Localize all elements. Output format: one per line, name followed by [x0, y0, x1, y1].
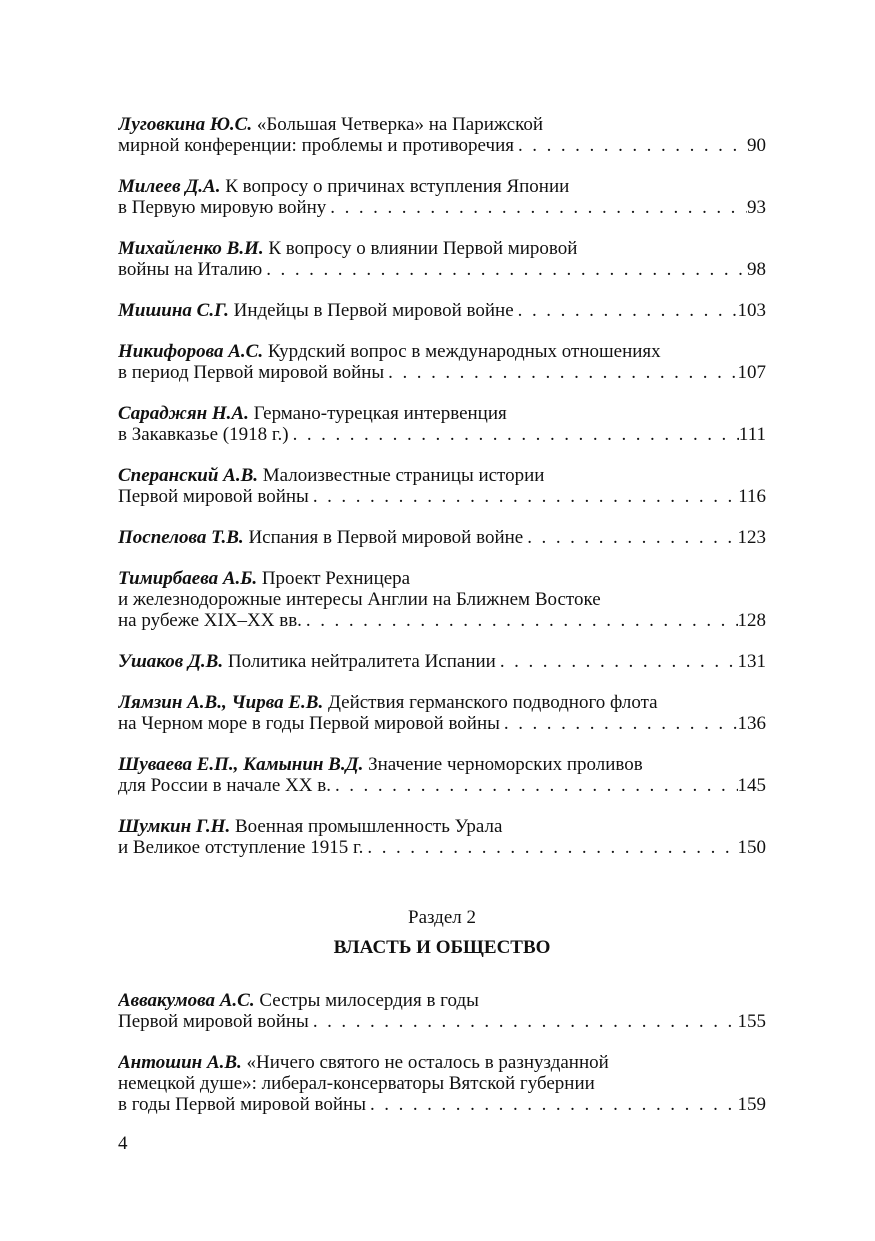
toc-entry-text — [118, 527, 523, 548]
toc-entry-last-line — [118, 362, 766, 383]
toc-entry-title: «Ничего святого не осталось в разнузданной — [246, 1052, 609, 1073]
toc-entry-page-number: 111 — [738, 424, 766, 445]
toc-entry-title: «Большая Четверка» на Парижской — [256, 114, 544, 135]
toc-entry-page-number: 93 — [747, 197, 766, 218]
toc-entry-title: Сестры милосердия в годы — [259, 990, 479, 1011]
toc-entry — [118, 527, 766, 548]
toc-entry — [118, 816, 766, 858]
toc-entry-line — [118, 341, 766, 362]
toc-entry-page-number: 150 — [737, 837, 766, 858]
toc-entry-last-line — [118, 527, 766, 548]
dot-leader — [384, 362, 737, 383]
toc-entry-title-end: войны на Италию — [118, 259, 263, 280]
toc-entry-page-number: 128 — [737, 610, 766, 631]
toc-entry — [118, 990, 766, 1032]
toc-entry-last-line — [118, 486, 766, 507]
toc-entry-author: Михайленко В.И. — [118, 238, 264, 259]
section-title: ВЛАСТЬ И ОБЩЕСТВО — [333, 937, 551, 958]
toc-entry — [118, 403, 766, 445]
toc-entry-author: Тимирбаева А.Б. — [118, 568, 258, 589]
toc-entry-author: Шуваева Е.П., Камынин В.Д. — [118, 754, 364, 775]
toc-entry-author: Сперанский А.В. — [118, 465, 259, 486]
toc-entry-title: Значение черноморских проливов — [368, 754, 643, 775]
toc-entry-line — [118, 238, 766, 259]
toc-entry-title-end: в период Первой мировой войны — [118, 362, 385, 383]
toc-entry-author: Мишина С.Г. — [118, 300, 229, 321]
toc-entry — [118, 568, 766, 631]
toc-entry-author: Луговкина Ю.С. — [118, 114, 253, 135]
toc-entry-page-number: 145 — [737, 775, 766, 796]
toc-entry-last-line — [118, 713, 766, 734]
section-label: Раздел 2 — [408, 907, 476, 928]
toc-entry-page-number: 90 — [747, 135, 766, 156]
toc-entry-last-line — [118, 837, 766, 858]
toc-entry-title-end: в Первую мировую войну — [118, 197, 327, 218]
toc-entry-title-end: и Великое отступление 1915 г. — [118, 837, 364, 858]
dot-leader — [514, 135, 747, 156]
toc-entry-last-line — [118, 651, 766, 672]
toc-entry-title-end: в годы Первой мировой войны — [118, 1094, 366, 1115]
toc-entry-last-line — [118, 424, 766, 445]
toc-entry-title-line: немецкой душе»: либерал-консерваторы Вятской губернии — [118, 1073, 595, 1094]
toc-entry-title: Малоизвестные страницы истории — [262, 465, 545, 486]
toc-entry-author: Лямзин А.В., Чирва Е.В. — [118, 692, 324, 713]
dot-leader — [289, 424, 739, 445]
toc-entry-last-line — [118, 135, 766, 156]
toc-entry-page-number: 131 — [737, 651, 766, 672]
dot-leader — [523, 527, 737, 548]
toc-entry-page-number: 98 — [747, 259, 766, 280]
dot-leader — [500, 713, 738, 734]
dot-leader — [331, 775, 738, 796]
toc-entry — [118, 754, 766, 796]
toc-entry-page-number: 103 — [737, 300, 766, 321]
toc-entry — [118, 238, 766, 280]
toc-entry-title-line: и железнодорожные интересы Англии на Ближнем Востоке — [118, 589, 601, 610]
toc-entry — [118, 692, 766, 734]
dot-leader — [496, 651, 738, 672]
section-heading — [118, 906, 766, 960]
toc-entry-title: Проект Рехницера — [261, 568, 411, 589]
dot-leader — [309, 486, 738, 507]
toc-entry-title-end: Первой мировой войны — [118, 486, 309, 507]
toc-entry-title: Курдский вопрос в международных отношениях — [267, 341, 661, 362]
toc-entry-author: Шумкин Г.Н. — [118, 816, 231, 837]
toc-entry-title-end: для России в начале XX в. — [118, 775, 331, 796]
toc-entry-author: Ушаков Д.В. — [118, 651, 224, 672]
toc-entry-page-number: 107 — [737, 362, 766, 383]
toc-entry-title: Политика нейтралитета Испании — [227, 651, 496, 672]
toc-entry-title-end: мирной конференции: проблемы и противоречия — [118, 135, 514, 156]
dot-leader — [326, 197, 747, 218]
toc-entry-line — [118, 114, 766, 135]
toc-group-section-1 — [118, 114, 766, 858]
toc-entry-last-line — [118, 1011, 766, 1032]
toc-entry-page-number: 155 — [737, 1011, 766, 1032]
toc-entry — [118, 114, 766, 156]
toc-entry-title-end: на рубеже XIX–XX вв. — [118, 610, 302, 631]
toc-entry-title: К вопросу о влиянии Первой мировой — [268, 238, 578, 259]
toc-entry-page-number: 136 — [737, 713, 766, 734]
toc-entry-author: Поспелова Т.В. — [118, 527, 244, 548]
toc-entry-title-end: на Черном море в годы Первой мировой войны — [118, 713, 500, 734]
toc-entry — [118, 300, 766, 321]
toc-entry-line — [118, 754, 766, 775]
toc-entry-text — [118, 651, 496, 672]
toc-entry — [118, 341, 766, 383]
toc-entry-author: Антошин А.В. — [118, 1052, 242, 1073]
toc-entry-title: К вопросу о причинах вступления Японии — [225, 176, 570, 197]
dot-leader — [514, 300, 738, 321]
toc-entry-last-line — [118, 1094, 766, 1115]
page-number: 4 — [118, 1133, 128, 1154]
toc-entry-last-line — [118, 300, 766, 321]
toc-entry — [118, 1052, 766, 1115]
toc-entry-page-number: 123 — [737, 527, 766, 548]
toc-entry-line — [118, 176, 766, 197]
toc-entry-title: Военная промышленность Урала — [234, 816, 503, 837]
toc-entry-line — [118, 692, 766, 713]
toc-entry-author: Никифорова А.С. — [118, 341, 264, 362]
toc-entry-author: Сараджян Н.А. — [118, 403, 249, 424]
toc-entry-line — [118, 465, 766, 486]
toc-entry-page-number: 159 — [737, 1094, 766, 1115]
toc-entry-title: Испания в Первой мировой войне — [248, 527, 524, 548]
toc-entry-text — [118, 300, 514, 321]
toc-entry — [118, 651, 766, 672]
dot-leader — [366, 1094, 738, 1115]
toc-entry-line — [118, 568, 766, 589]
toc-entry-line — [118, 816, 766, 837]
toc-entry-title-end: в Закавказье (1918 г.) — [118, 424, 289, 445]
toc-entry-line — [118, 1052, 766, 1073]
toc-entry-author: Милеев Д.А. — [118, 176, 221, 197]
dot-leader — [363, 837, 737, 858]
toc-entry-line — [118, 403, 766, 424]
toc-entry-last-line — [118, 259, 766, 280]
dot-leader — [309, 1011, 738, 1032]
toc-entry — [118, 176, 766, 218]
toc-entry-line — [118, 990, 766, 1011]
toc-entry — [118, 465, 766, 507]
toc-entry-last-line — [118, 775, 766, 796]
toc-entry-title: Германо-турецкая интервенция — [253, 403, 507, 424]
toc-entry-title: Индейцы в Первой мировой войне — [233, 300, 514, 321]
toc-entry-last-line — [118, 610, 766, 631]
toc-entry-title: Действия германского подводного флота — [327, 692, 658, 713]
dot-leader — [302, 610, 738, 631]
toc-entry-page-number: 116 — [738, 486, 766, 507]
toc-entry-last-line — [118, 197, 766, 218]
dot-leader — [262, 259, 747, 280]
table-of-contents — [118, 114, 766, 1135]
toc-entry-title-end: Первой мировой войны — [118, 1011, 309, 1032]
toc-entry-author: Аввакумова А.С. — [118, 990, 255, 1011]
toc-group-section-2 — [118, 990, 766, 1115]
